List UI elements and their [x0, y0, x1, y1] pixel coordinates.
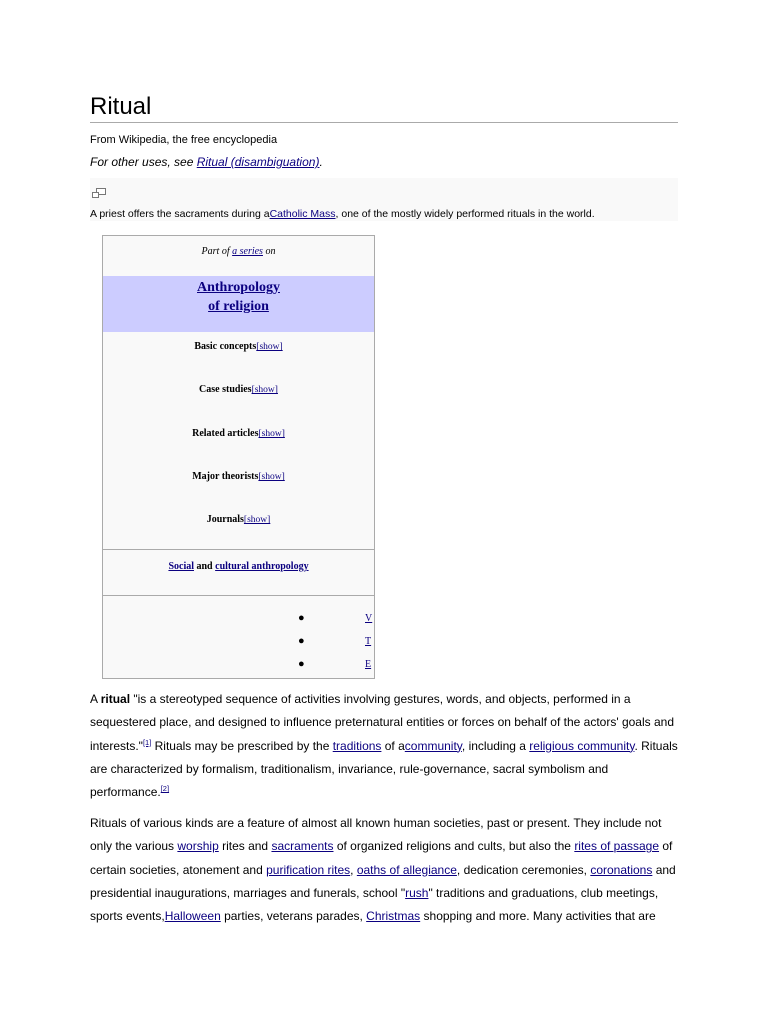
series-label — [103, 246, 374, 257]
navbar-item — [103, 658, 374, 674]
series-prefix: Part of — [201, 246, 233, 257]
hatnote-suffix: . — [319, 155, 323, 169]
social-link[interactable]: Social — [168, 561, 194, 572]
show-toggle[interactable]: [show] — [258, 429, 285, 439]
religious-community-link[interactable]: religious community — [529, 738, 635, 753]
text: , dedication ceremonies, — [456, 862, 591, 877]
series-link[interactable]: a series — [232, 246, 263, 257]
title-divider — [90, 122, 678, 123]
rites-of-passage-link[interactable]: rites of passage — [574, 839, 660, 854]
image-thumbnail — [90, 178, 678, 221]
sidebar-divider — [103, 595, 374, 596]
sidebar-heading — [103, 276, 374, 332]
text: of organized religions and cults, but also the — [333, 839, 575, 854]
text: parties, veterans parades, — [220, 909, 367, 924]
community-link[interactable]: community — [404, 738, 462, 753]
image-caption — [90, 208, 595, 220]
section-case-studies — [103, 384, 374, 395]
site-tagline: From Wikipedia, the free encyclopedia — [90, 134, 278, 146]
caption-text: A priest offers the sacraments during a — [90, 208, 270, 220]
text: of certain societies, atonement and — [90, 839, 673, 877]
rush-link[interactable]: rush — [405, 885, 429, 900]
talk-template-link[interactable]: T — [365, 636, 372, 647]
halloween-link[interactable]: Halloween — [164, 909, 221, 924]
section-label: Major theorists — [192, 471, 259, 482]
section-journals — [103, 514, 374, 525]
worship-link[interactable]: worship — [177, 839, 219, 854]
bullet-icon: ● — [298, 658, 305, 670]
show-toggle[interactable]: [show] — [251, 385, 278, 395]
footer-and: and — [194, 561, 216, 572]
series-sidebar — [102, 235, 375, 679]
series-suffix: on — [262, 246, 276, 257]
oaths-of-allegiance-link[interactable]: oaths of allegiance — [356, 862, 457, 877]
cultural-anthropology-link[interactable]: cultural anthropology — [215, 561, 309, 572]
bold-term: ritual — [100, 692, 131, 706]
citation-1[interactable]: [1] — [142, 737, 152, 747]
paragraph-1 — [90, 688, 682, 804]
citation-2[interactable]: [2] — [160, 784, 170, 794]
page-title: Ritual — [90, 93, 152, 120]
navbar-item — [103, 635, 374, 651]
text: . Rituals are characterized by formalism, traditionalism, invariance, rule-governance, sacral symbolism and performance. — [90, 738, 678, 800]
section-basic-concepts — [103, 341, 374, 352]
text: , — [350, 862, 357, 877]
text: rites and — [218, 839, 272, 854]
text: Rituals of various kinds are a feature of almost all known human societies, past or present. They include not only the various — [90, 816, 662, 854]
text: Rituals may be prescribed by the — [151, 738, 333, 753]
view-template-link[interactable]: V — [365, 613, 373, 624]
text: , including a — [461, 738, 530, 753]
text: A — [90, 692, 101, 706]
text: "is a stereotyped sequence of activities involving gestures, words, and objects, performed in a sequestered place, and designed to influence preternatural entities or forces on behalf of the actors' goals and interests." — [90, 692, 675, 753]
bullet-icon: ● — [298, 635, 305, 647]
section-major-theorists — [103, 471, 374, 482]
disambiguation-link[interactable]: Ritual (disambiguation) — [196, 155, 320, 169]
sidebar-divider — [103, 549, 374, 550]
caption-text-end: , one of the mostly widely performed rituals in the world. — [335, 208, 595, 220]
sacraments-link[interactable]: sacraments — [271, 839, 334, 854]
catholic-mass-link[interactable]: Catholic Mass — [269, 208, 336, 220]
anthropology-of-religion-link[interactable] — [197, 280, 280, 314]
section-label: Basic concepts — [194, 341, 257, 352]
purification-rites-link[interactable]: purification rites — [266, 862, 351, 877]
edit-template-link[interactable]: E — [365, 659, 372, 670]
text: shopping and more. Many activities that are — [420, 909, 656, 924]
show-toggle[interactable]: [show] — [243, 515, 271, 525]
sidebar-footer — [103, 561, 374, 572]
section-label: Case studies — [199, 384, 252, 395]
coronations-link[interactable]: coronations — [590, 862, 653, 877]
paragraph-2 — [90, 812, 682, 928]
bullet-icon: ● — [298, 612, 305, 624]
show-toggle[interactable]: [show] — [258, 472, 285, 482]
text: and presidential inaugurations, marriages and funerals, school " — [90, 862, 676, 900]
traditions-link[interactable]: traditions — [332, 738, 382, 753]
enlarge-image-icon[interactable] — [92, 188, 106, 198]
text: of a — [381, 738, 405, 753]
navbar-item — [103, 612, 374, 628]
hatnote — [90, 155, 323, 169]
hatnote-prefix: For other uses, see — [90, 155, 197, 169]
heading-line-1: Anthropology — [197, 280, 280, 295]
heading-line-2: of religion — [208, 299, 269, 314]
text: " traditions and graduations, club meetings, sports events, — [90, 885, 659, 924]
section-related-articles — [103, 428, 374, 439]
christmas-link[interactable]: Christmas — [366, 909, 421, 924]
section-label: Journals — [206, 514, 244, 525]
section-label: Related articles — [192, 428, 259, 439]
show-toggle[interactable]: [show] — [256, 342, 283, 352]
